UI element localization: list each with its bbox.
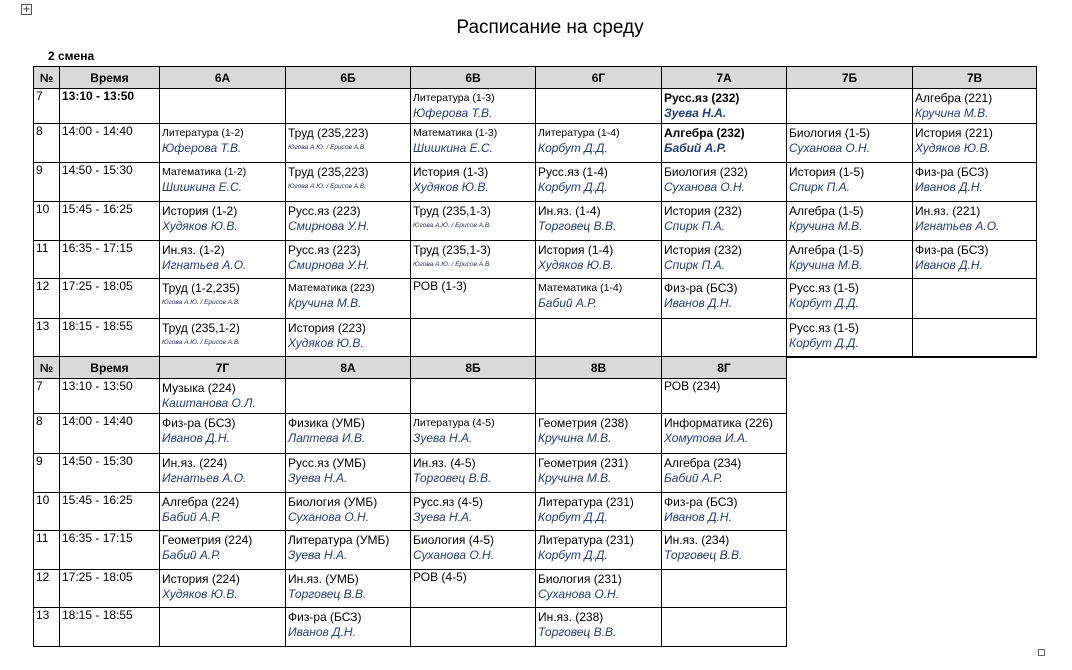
lesson-cell[interactable] (411, 124, 536, 163)
teacher-name: Суханова О.Н. (664, 180, 746, 194)
lesson-cell[interactable] (536, 493, 662, 531)
subject-label: Алгебра (234) (664, 456, 742, 470)
subject-label: Русс.яз (УМБ) (288, 456, 367, 470)
schedule-table-1 (33, 66, 1037, 358)
subject-label: Литература (1-3) (413, 92, 495, 104)
teacher-name: Югова А.Ю. / Ерисов А.В. (288, 144, 366, 151)
activity-label: РОВ (4-5) (413, 570, 467, 584)
lesson-cell[interactable] (662, 493, 787, 531)
table-move-handle[interactable]: + (22, 4, 31, 15)
teacher-name: Торговец В.В. (288, 587, 367, 601)
lesson-cell[interactable] (160, 241, 286, 279)
lesson-number: 13 (34, 608, 60, 647)
table-row (34, 241, 1037, 279)
subject-label: Алгебра (224) (162, 495, 240, 509)
lesson-cell[interactable] (787, 89, 913, 124)
teacher-name: Югова А.Ю. / Ерисов А.В. (413, 222, 491, 229)
teacher-name: Югова А.Ю. / Ерисов А.В. (162, 339, 240, 346)
lesson-cell[interactable] (411, 414, 536, 454)
lesson-cell[interactable] (787, 279, 913, 319)
subject-label: Литература (231) (538, 533, 634, 547)
teacher-name: Бабий А.Р. (162, 548, 221, 562)
lesson-cell[interactable] (536, 414, 662, 454)
column-header: 8Г (662, 357, 787, 379)
lesson-cell[interactable] (662, 319, 787, 357)
lesson-time: 16:35 - 17:15 (60, 531, 160, 570)
lesson-number: 13 (34, 319, 60, 357)
activity-label: РОВ (1-3) (413, 279, 467, 293)
lesson-cell[interactable] (536, 163, 662, 202)
schedule-table-2 (33, 356, 787, 647)
lesson-time: 15:45 - 16:25 (60, 493, 160, 531)
teacher-name: Юферова Т.В. (162, 141, 242, 155)
lesson-cell[interactable] (411, 163, 536, 202)
subject-label: Биология (4-5) (413, 533, 495, 547)
teacher-name: Корбут Д.Д. (538, 180, 608, 194)
teacher-name: Каштанова О.Л. (162, 396, 256, 410)
lesson-cell[interactable] (286, 531, 411, 570)
lesson-cell[interactable] (160, 454, 286, 493)
lesson-cell[interactable] (160, 89, 286, 124)
subject-label: Геометрия (238) (538, 416, 629, 430)
subject-label: Ин.яз. (УМБ) (288, 572, 359, 586)
column-header: 7Г (160, 357, 286, 379)
teacher-name: Югова А.Ю. / Ерисов А.В. (413, 261, 491, 268)
lesson-cell[interactable] (160, 319, 286, 357)
table-row (34, 570, 787, 608)
teacher-name: Иванов Д.Н. (664, 296, 732, 310)
subject-label: История (1-2) (162, 204, 238, 218)
subject-label: Труд (235,1-3) (413, 243, 491, 257)
teacher-name: Худяков Ю.В. (162, 587, 238, 601)
lesson-cell[interactable] (787, 202, 913, 241)
lesson-cell[interactable] (286, 608, 411, 647)
subject-label: Ин.яз. (238) (538, 610, 604, 624)
subject-label: Физ-ра (БСЗ) (288, 610, 362, 624)
subject-label: Геометрия (231) (538, 456, 629, 470)
shift-label: 2 смена (48, 49, 95, 63)
lesson-cell[interactable] (662, 379, 787, 414)
lesson-cell[interactable] (411, 570, 536, 608)
subject-label: История (221) (915, 126, 993, 140)
teacher-name: Бабий А.Р. (538, 296, 597, 310)
subject-label: Алгебра (1-5) (789, 243, 864, 257)
table-row (34, 493, 787, 531)
lesson-cell[interactable] (536, 89, 662, 124)
table-row (34, 279, 1037, 319)
teacher-name: Лаптева И.В. (288, 431, 366, 445)
column-header: № (34, 357, 60, 379)
teacher-name: Кручина М.В. (288, 296, 362, 310)
lesson-cell[interactable] (662, 531, 787, 570)
teacher-name: Иванов Д.Н. (162, 431, 230, 445)
table-row (34, 163, 1037, 202)
subject-label: Русс.яз (232) (664, 91, 740, 105)
subject-label: Труд (235,223) (288, 126, 369, 140)
lesson-number: 12 (34, 570, 60, 608)
lesson-time: 18:15 - 18:55 (60, 319, 160, 357)
lesson-cell[interactable] (286, 319, 411, 357)
subject-label: Физ-ра (БСЗ) (664, 281, 738, 295)
column-header: 7В (913, 67, 1037, 89)
lesson-cell[interactable] (536, 202, 662, 241)
column-header: 7Б (787, 67, 913, 89)
teacher-name: Бабий А.Р. (162, 510, 221, 524)
lesson-cell[interactable] (913, 319, 1037, 357)
teacher-name: Суханова О.Н. (413, 548, 495, 562)
teacher-name: Кручина М.В. (789, 219, 863, 233)
lesson-time: 13:10 - 13:50 (60, 89, 160, 124)
lesson-time: 16:35 - 17:15 (60, 241, 160, 279)
subject-label: Физ-ра (БСЗ) (915, 243, 989, 257)
subject-label: Литература (1-2) (162, 127, 244, 139)
subject-label: Геометрия (224) (162, 533, 253, 547)
teacher-name: Шишкина Е.С. (413, 141, 493, 155)
lesson-number: 9 (34, 454, 60, 493)
teacher-name: Кручина М.В. (789, 258, 863, 272)
page-title: Расписание на среду (456, 17, 644, 38)
teacher-name: Смирнова У.Н. (288, 219, 370, 233)
teacher-name: Иванов Д.Н. (664, 510, 732, 524)
column-header: № (34, 67, 60, 89)
lesson-cell[interactable] (913, 89, 1037, 124)
lesson-time: 14:00 - 14:40 (60, 414, 160, 454)
lesson-cell[interactable] (913, 163, 1037, 202)
lesson-cell[interactable] (160, 202, 286, 241)
column-header: 7А (662, 67, 787, 89)
subject-label: Ин.яз. (4-5) (413, 456, 476, 470)
lesson-cell[interactable] (286, 163, 411, 202)
lesson-cell[interactable] (411, 89, 536, 124)
subject-label: Русс.яз (223) (288, 243, 361, 257)
column-header: 6Г (536, 67, 662, 89)
table-row (34, 454, 787, 493)
subject-label: Физ-ра (БСЗ) (915, 165, 989, 179)
teacher-name: Торговец В.В. (538, 625, 617, 639)
table-row (34, 379, 787, 414)
lesson-cell[interactable] (286, 202, 411, 241)
lesson-cell[interactable] (411, 608, 536, 647)
lesson-cell[interactable] (286, 493, 411, 531)
lesson-cell[interactable] (662, 241, 787, 279)
teacher-name: Корбут Д.Д. (538, 141, 608, 155)
lesson-time: 13:10 - 13:50 (60, 379, 160, 414)
lesson-cell[interactable] (536, 608, 662, 647)
subject-label: Труд (235,223) (288, 165, 369, 179)
subject-label: История (223) (288, 321, 366, 335)
table-row (34, 319, 1037, 357)
lesson-number: 10 (34, 493, 60, 531)
subject-label: Литература (231) (538, 495, 634, 509)
subject-label: Музыка (224) (162, 381, 236, 395)
lesson-cell[interactable] (411, 531, 536, 570)
subject-label: Информатика (226) (664, 416, 773, 430)
teacher-name: Корбут Д.Д. (538, 548, 608, 562)
teacher-name: Югова А.Ю. / Ерисов А.В. (162, 299, 240, 306)
teacher-name: Бабий А.Р. (664, 471, 723, 485)
column-header: 6В (411, 67, 536, 89)
lesson-number: 8 (34, 124, 60, 163)
lesson-cell[interactable] (662, 414, 787, 454)
lesson-cell[interactable] (787, 163, 913, 202)
teacher-name: Спирк П.А. (789, 180, 850, 194)
subject-label: История (232) (664, 204, 742, 218)
teacher-name: Зуева Н.А. (664, 106, 727, 120)
subject-label: Русс.яз (223) (288, 204, 361, 218)
subject-label: Математика (1-2) (162, 166, 247, 178)
teacher-name: Худяков Ю.В. (413, 180, 489, 194)
teacher-name: Зуева Н.А. (413, 431, 473, 445)
lesson-cell[interactable] (286, 89, 411, 124)
lesson-cell[interactable] (160, 279, 286, 319)
teacher-name: Игнатьев А.О. (915, 219, 1000, 233)
column-header: 8А (286, 357, 411, 379)
lesson-cell[interactable] (662, 608, 787, 647)
teacher-name: Иванов Д.Н. (288, 625, 356, 639)
subject-label: Физ-ра (БСЗ) (162, 416, 236, 430)
lesson-cell[interactable] (411, 454, 536, 493)
table-row (34, 414, 787, 454)
lesson-cell[interactable] (286, 241, 411, 279)
lesson-cell[interactable] (662, 202, 787, 241)
teacher-name: Торговец В.В. (538, 219, 617, 233)
lesson-cell[interactable] (411, 319, 536, 357)
lesson-cell[interactable] (286, 454, 411, 493)
lesson-cell[interactable] (536, 570, 662, 608)
teacher-name: Югова А.Ю. / Ерисов А.В. (288, 183, 366, 190)
lesson-cell[interactable] (411, 279, 536, 319)
subject-label: Математика (223) (288, 282, 375, 294)
teacher-name: Игнатьев А.О. (162, 471, 247, 485)
teacher-name: Спирк П.А. (664, 219, 725, 233)
teacher-name: Суханова О.Н. (538, 587, 620, 601)
lesson-number: 7 (34, 89, 60, 124)
subject-label: Биология (232) (664, 165, 748, 179)
lesson-cell[interactable] (913, 202, 1037, 241)
lesson-cell[interactable] (286, 570, 411, 608)
lesson-cell[interactable] (411, 202, 536, 241)
subject-label: Биология (УМБ) (288, 495, 378, 509)
teacher-name: Кручина М.В. (538, 471, 612, 485)
lesson-number: 11 (34, 531, 60, 570)
lesson-number: 8 (34, 414, 60, 454)
subject-label: Физика (УМБ) (288, 416, 366, 430)
lesson-cell[interactable] (286, 414, 411, 454)
lesson-cell[interactable] (160, 608, 286, 647)
lesson-cell[interactable] (536, 319, 662, 357)
lesson-cell[interactable] (286, 124, 411, 163)
teacher-name: Кручина М.В. (915, 106, 989, 120)
lesson-cell[interactable] (160, 379, 286, 414)
lesson-cell[interactable] (662, 279, 787, 319)
lesson-cell[interactable] (536, 379, 662, 414)
lesson-time: 14:00 - 14:40 (60, 124, 160, 163)
teacher-name: Кручина М.В. (538, 431, 612, 445)
teacher-name: Торговец В.В. (664, 548, 743, 562)
subject-label: Труд (1-2,235) (162, 281, 240, 295)
lesson-cell[interactable] (913, 124, 1037, 163)
teacher-name: Зуева Н.А. (288, 548, 348, 562)
subject-label: Физ-ра (БСЗ) (664, 495, 738, 509)
lesson-time: 18:15 - 18:55 (60, 608, 160, 647)
column-header: Время (60, 357, 160, 379)
subject-label: Русс.яз (1-5) (789, 281, 859, 295)
lesson-cell[interactable] (662, 163, 787, 202)
table-row (34, 608, 787, 647)
lesson-cell[interactable] (286, 379, 411, 414)
subject-label: История (232) (664, 243, 742, 257)
subject-label: Ин.яз. (1-2) (162, 243, 225, 257)
lesson-time: 14:50 - 15:30 (60, 454, 160, 493)
subject-label: Русс.яз (1-4) (538, 165, 608, 179)
lesson-cell[interactable] (160, 124, 286, 163)
subject-label: Русс.яз (4-5) (413, 495, 483, 509)
lesson-cell[interactable] (913, 241, 1037, 279)
lesson-time: 15:45 - 16:25 (60, 202, 160, 241)
lesson-cell[interactable] (662, 570, 787, 608)
teacher-name: Иванов Д.Н. (915, 180, 983, 194)
lesson-number: 11 (34, 241, 60, 279)
teacher-name: Иванов Д.Н. (915, 258, 983, 272)
teacher-name: Худяков Ю.В. (288, 336, 364, 350)
lesson-cell[interactable] (411, 379, 536, 414)
subject-label: Труд (235,1-3) (413, 204, 491, 218)
lesson-cell[interactable] (913, 279, 1037, 319)
column-header: 8Б (411, 357, 536, 379)
lesson-cell[interactable] (536, 279, 662, 319)
table-row (34, 89, 1037, 124)
lesson-number: 9 (34, 163, 60, 202)
lesson-cell[interactable] (160, 570, 286, 608)
teacher-name: Смирнова У.Н. (288, 258, 370, 272)
lesson-cell[interactable] (160, 493, 286, 531)
lesson-time: 17:25 - 18:05 (60, 279, 160, 319)
lesson-cell[interactable] (411, 241, 536, 279)
subject-label: История (1-3) (413, 165, 489, 179)
lesson-number: 7 (34, 379, 60, 414)
subject-label: Алгебра (232) (664, 126, 745, 140)
teacher-name: Корбут Д.Д. (538, 510, 608, 524)
lesson-cell[interactable] (536, 124, 662, 163)
teacher-name: Бабий А.Р. (664, 141, 727, 155)
table-resize-handle[interactable] (1038, 649, 1045, 656)
subject-label: Русс.яз (1-5) (789, 321, 859, 335)
subject-label: Биология (1-5) (789, 126, 871, 140)
lesson-cell[interactable] (787, 124, 913, 163)
activity-label: РОВ (234) (664, 379, 721, 393)
lesson-cell[interactable] (662, 454, 787, 493)
lesson-number: 12 (34, 279, 60, 319)
lesson-cell[interactable] (160, 163, 286, 202)
subject-label: Ин.яз. (1-4) (538, 204, 601, 218)
teacher-name: Хомутова И.А. (664, 431, 749, 445)
lesson-number: 10 (34, 202, 60, 241)
lesson-cell[interactable] (536, 531, 662, 570)
teacher-name: Зуева Н.А. (288, 471, 348, 485)
table-row (34, 531, 787, 570)
teacher-name: Худяков Ю.В. (162, 219, 238, 233)
subject-label: Ин.яз. (224) (162, 456, 228, 470)
column-header: 8В (536, 357, 662, 379)
subject-label: Литература (4-5) (413, 417, 495, 429)
subject-label: История (1-5) (789, 165, 865, 179)
teacher-name: Суханова О.Н. (789, 141, 871, 155)
subject-label: Алгебра (221) (915, 91, 993, 105)
teacher-name: Суханова О.Н. (288, 510, 370, 524)
column-header: 6Б (286, 67, 411, 89)
lesson-cell[interactable] (411, 493, 536, 531)
lesson-time: 14:50 - 15:30 (60, 163, 160, 202)
table-row (34, 124, 1037, 163)
teacher-name: Худяков Ю.В. (538, 258, 614, 272)
subject-label: История (224) (162, 572, 240, 586)
teacher-name: Игнатьев А.О. (162, 258, 247, 272)
subject-label: Литература (УМБ) (288, 533, 390, 547)
lesson-time: 17:25 - 18:05 (60, 570, 160, 608)
teacher-name: Корбут Д.Д. (789, 296, 859, 310)
lesson-cell[interactable] (286, 279, 411, 319)
teacher-name: Корбут Д.Д. (789, 336, 859, 350)
lesson-cell[interactable] (662, 89, 787, 124)
teacher-name: Худяков Ю.В. (915, 141, 991, 155)
lesson-cell[interactable] (662, 124, 787, 163)
subject-label: История (1-4) (538, 243, 614, 257)
subject-label: Математика (1-4) (538, 282, 623, 294)
lesson-cell[interactable] (787, 319, 913, 357)
lesson-cell[interactable] (160, 414, 286, 454)
lesson-cell[interactable] (787, 241, 913, 279)
teacher-name: Зуева Н.А. (413, 510, 473, 524)
table-row (34, 202, 1037, 241)
subject-label: Ин.яз. (234) (664, 533, 730, 547)
subject-label: Ин.яз. (221) (915, 204, 981, 218)
subject-label: Труд (235,1-2) (162, 321, 240, 335)
teacher-name: Спирк П.А. (664, 258, 725, 272)
subject-label: Алгебра (1-5) (789, 204, 864, 218)
subject-label: Математика (1-3) (413, 127, 498, 139)
column-header: Время (60, 67, 160, 89)
teacher-name: Торговец В.В. (413, 471, 492, 485)
lesson-cell[interactable] (536, 241, 662, 279)
subject-label: Биология (231) (538, 572, 622, 586)
teacher-name: Шишкина Е.С. (162, 180, 242, 194)
lesson-cell[interactable] (536, 454, 662, 493)
column-header: 6А (160, 67, 286, 89)
subject-label: Литература (1-4) (538, 127, 620, 139)
teacher-name: Юферова Т.В. (413, 106, 493, 120)
lesson-cell[interactable] (160, 531, 286, 570)
